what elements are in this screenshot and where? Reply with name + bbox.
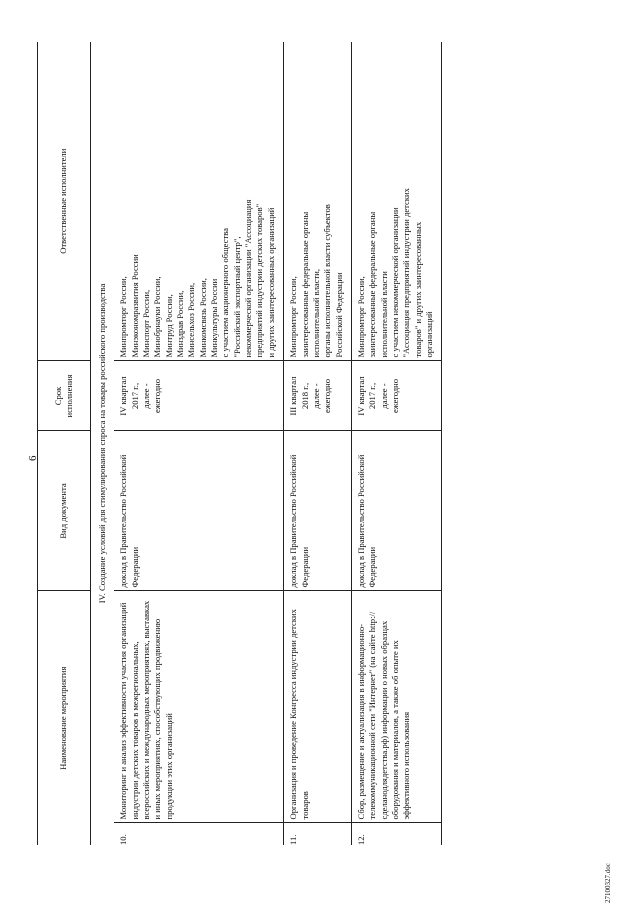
header-document-type: Вид документа — [38, 431, 91, 591]
section-title-row — [91, 42, 115, 845]
header-action-name: Наименование мероприятия — [38, 591, 91, 845]
row-document: доклад в Правительство Российской Федерации — [114, 431, 283, 591]
table-header-row — [38, 42, 91, 845]
row-document: доклад в Правительство Российской Федерации — [351, 431, 441, 591]
row-number: 11. — [284, 823, 352, 845]
action-plan-table — [37, 42, 442, 845]
table-row — [351, 42, 441, 845]
row-number: 10. — [114, 823, 283, 845]
row-responsible: Минпромторг России, заинтересованные федеральные органы исполнительной власти с участием некоммерческой организации "Ассоциация предприятий индустрии детских товаров" и других заинтересованных организаций — [351, 42, 441, 361]
table-row — [284, 42, 352, 845]
row-deadline: III квартал 2018 г., далее - ежегодно — [284, 361, 352, 431]
page-number: 6 — [27, 455, 39, 461]
header-deadline: Срок исполнения — [38, 361, 91, 431]
section-title: IV. Создание условий для стимулирования спроса на товары российского производства — [97, 283, 107, 604]
table-row — [114, 42, 283, 845]
row-responsible: Минпромторг России, Минэкономразвития России Минспорт России, Минобрнауки России, Минтруд России, Минздрав России, Минсельхоз России, Минкомсвязь России, Минкультуры России с участием акционерного общества "Российский экспортный центр", некоммерческой организации "Ассоциация предприятий индустрии детских товаров" и других заинтересованных организаций — [114, 42, 283, 361]
row-action: Сбор, размещение и актуализация в информационно-телекоммуникационной сети "Интернет" (на сайте http://сделанодлядетства.рф) информации о новых образцах оборудования и материалов, а также об опыте их эффективного использования — [351, 591, 441, 823]
row-number: 12. — [351, 823, 441, 845]
row-action: Организация и проведение Конгресса индустрии детских товаров — [284, 591, 352, 823]
row-action: Мониторинг и анализ эффективности участия организаций индустрии детских товаров в межрегиональных, всероссийских и международных мероприятиях, выставках и иных мероприятиях, способствующих продвижению продукции этих организаций — [114, 591, 283, 823]
row-document: доклад в Правительство Российской Федерации — [284, 431, 352, 591]
row-responsible: Минпромторг России, заинтересованные федеральные органы исполнительной власти, органы исполнительной власти субъектов Российской Федерации — [284, 42, 352, 361]
row-deadline: IV квартал 2017 г., далее - ежегодно — [351, 361, 441, 431]
header-responsible: Ответственные исполнители — [38, 42, 91, 361]
row-deadline: IV квартал 2017 г., далее - ежегодно — [114, 361, 283, 431]
document-footer: 27100327.doc — [604, 863, 612, 903]
